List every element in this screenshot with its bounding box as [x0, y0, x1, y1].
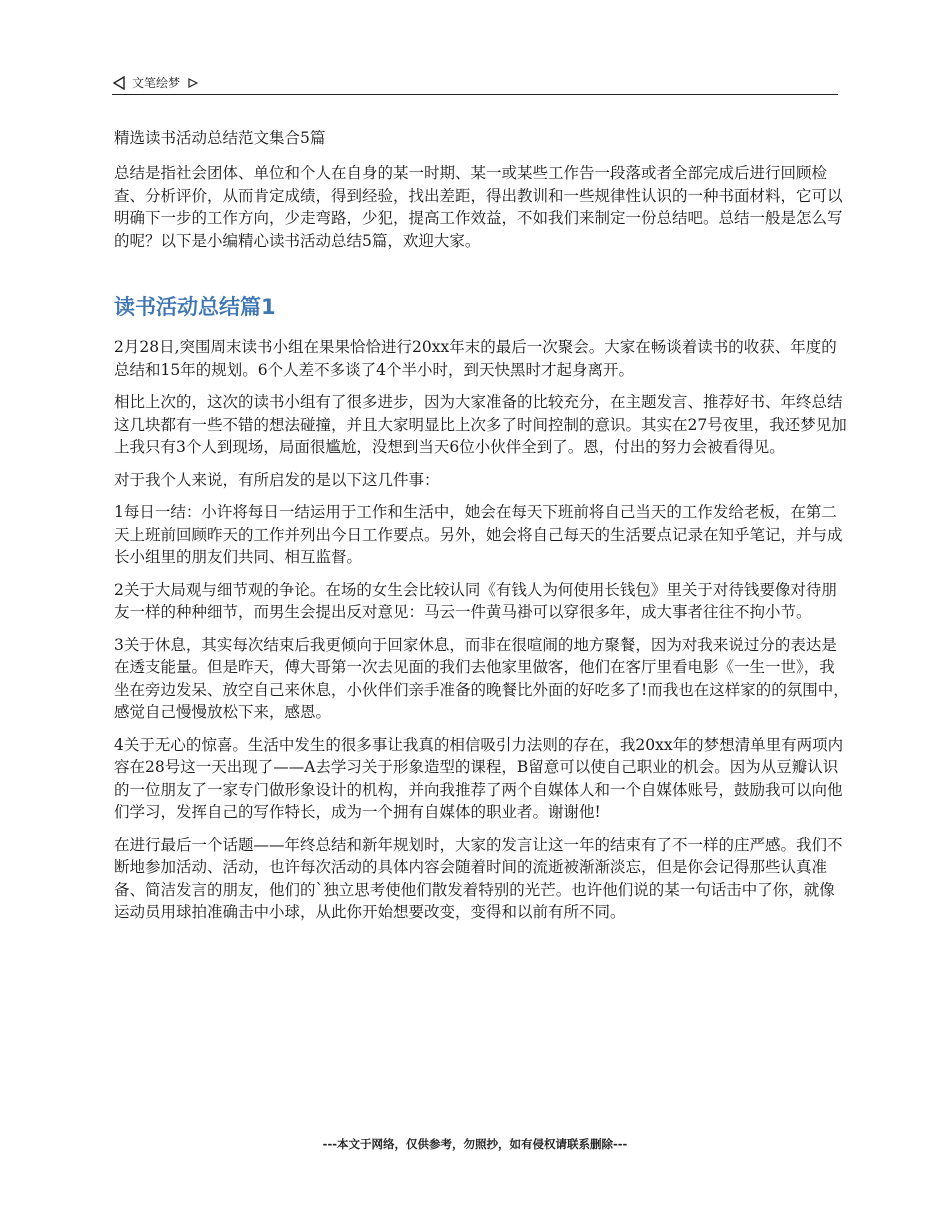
paragraph: 4关于无心的惊喜。生活中发生的很多事让我真的相信吸引力法则的存在，我20xx年的梦想清单里有两项内容在28号这一天出现了——A去学习关于形象造型的课程，B留意可以使自己职业的机会。因为从豆瓣认识的一位朋友了一家专门做形象设计的机构，并向我推荐了两个自媒体人和一个自媒体账号，鼓励我可以向他们学习，发挥自己的写作特长，成为一个拥有自媒体的职业者。谢谢他!	[114, 735, 844, 821]
paragraph: 相比上次的，这次的读书小组有了很多进步，因为大家准备的比较充分，在主题发言、推荐好书、年终总结这几块都有一些不错的想法碰撞，并且大家明显比上次多了时间控制的意识。其实在27号夜里，我还梦见加上我只有3个人到现场，局面很尴尬，没想到当天6位小伙伴全到了。恩，付出的努力会被看得见。	[114, 393, 847, 456]
intro-paragraph: 总结是指社会团体、单位和个人在自身的某一时期、某一或某些工作告一段落或者全部完成后进行回顾检查、分析评价，从而肯定成绩，得到经验，找出差距，得出教训和一些规律性认识的一种书面材料，它可以明确下一步的工作方向，少走弯路，少犯，提高工作效益，不如我们来制定一份总结吧。总结一般是怎么写的呢？以下是小编精心读书活动总结5篇，欢迎大家。	[114, 164, 843, 250]
document-title: 精选读书活动总结范文集合5篇	[114, 129, 326, 147]
brand-logo	[112, 74, 198, 91]
triangle-right-icon	[188, 78, 198, 88]
section-heading: 读书活动总结篇1	[114, 295, 276, 319]
paragraph: 2关于大局观与细节观的争论。在场的女生会比较认同《有钱人为何使用长钱包》里关于对待钱要像对待朋友一样的种种细节，而男生会提出反对意见：马云一件黄马褂可以穿很多年，成大事者往往不拘小节。	[114, 580, 837, 621]
brand-name: 文笔绘梦	[132, 76, 181, 90]
paragraph: 3关于休息，其实每次结束后我更倾向于回家休息，而非在很喧闹的地方聚餐，因为对我来说过分的表达是在透支能量。但是昨天，傅大哥第一次去见面的我们去他家里做客，他们在客厅里看电影《一生一世》，我坐在旁边发呆、放空自己来休息，小伙伴们亲手准备的晚餐比外面的好吃多了!而我也在这样家的的氛围中，感觉自己慢慢放松下来，感恩。	[114, 635, 849, 721]
paragraph: 对于我个人来说，有所启发的是以下这几件事：	[114, 470, 440, 489]
paragraph: 在进行最后一个话题——年终总结和新年规划时，大家的发言让这一年的结束有了不一样的庄严感。我们不断地参加活动、活动，也许每次活动的具体内容会随着时间的流逝被渐渐淡忘，但是你会记得那些认真准备、简洁发言的朋友，他们的`独立思考使他们散发着特别的光芒。也许他们说的某一句话击中了你，就像运动员用球拍准确击中小球，从此你开始想要改变，变得和以前有所不同。	[114, 835, 843, 921]
document-body	[114, 126, 849, 934]
triangle-left-icon	[112, 76, 126, 90]
paragraph: 1每日一结：小许将每日一结运用于工作和生活中，她会在每天下班前将自己当天的工作发给老板，在第二天上班前回顾昨天的工作并列出今日工作要点。另外，她会将自己每天的生活要点记录在知乎笔记，并与成长小组里的朋友们共同、相互监督。	[114, 503, 843, 566]
page-header	[112, 72, 838, 95]
paragraph: 2月28日,突围周末读书小组在果果恰恰进行20xx年末的最后一次聚会。大家在畅谈着读书的收获、年度的总结和15年的规划。6个人差不多谈了4个半小时，到天快黑时才起身离开。	[114, 338, 837, 379]
footer-disclaimer: ---本文于网络，仅供参考，勿照抄，如有侵权请联系删除---	[322, 1137, 628, 1151]
